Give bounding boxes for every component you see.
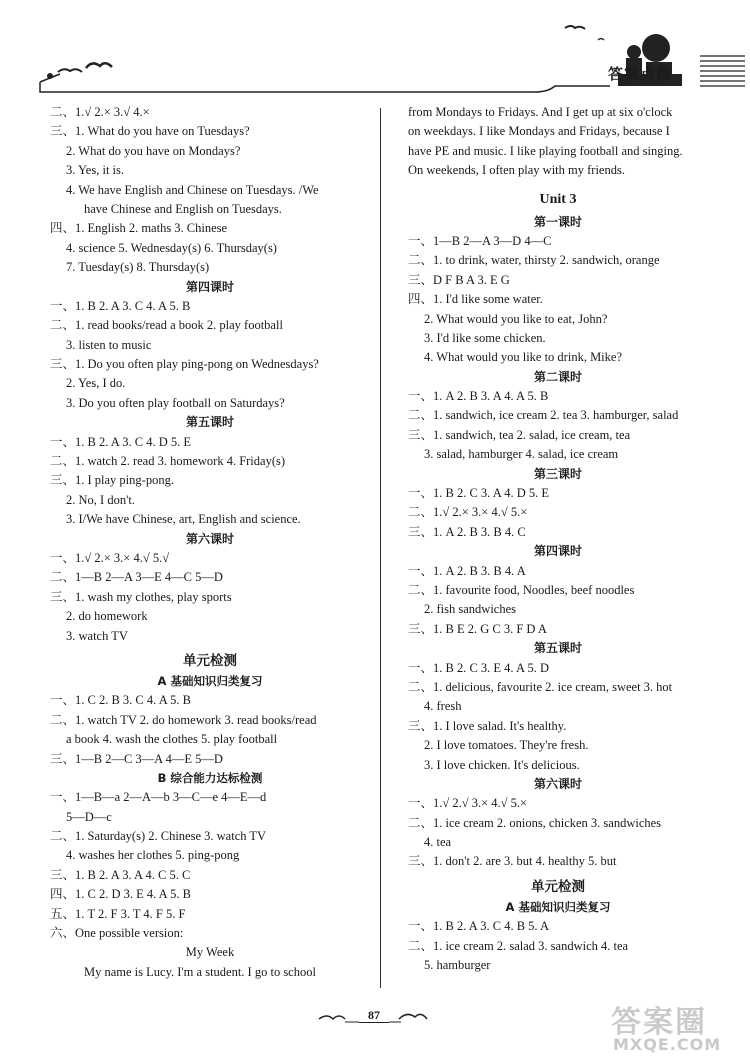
answer-line: 三、1. wash my clothes, play sports xyxy=(50,589,232,604)
watermark-logo-text: 答案圈 xyxy=(611,1005,707,1040)
answer-line: 三、1. Do you often play ping-pong on Wednesdays? xyxy=(50,357,319,372)
answer-line: 2. do homework xyxy=(66,609,148,624)
answer-line: 二、1. watch 2. read 3. homework 4. Friday(s) xyxy=(50,454,286,469)
answer-line: 三、1. I play ping-pong. xyxy=(50,473,174,488)
answer-line: 二、1. Saturday(s) 2. Chinese 3. watch TV xyxy=(50,829,267,844)
section-heading: 第五课时 xyxy=(185,415,234,430)
birds-top-icon xyxy=(565,26,604,40)
section-heading: 第六课时 xyxy=(185,531,234,546)
answer-line: 二、1. sandwich, ice cream 2. tea 3. hamburger, salad xyxy=(408,408,679,423)
answer-line: 2. What do you have on Mondays? xyxy=(66,143,241,158)
answer-line: 4. What would you like to drink, Mike? xyxy=(424,350,623,365)
watermark-url: MXQE.COM xyxy=(613,1035,722,1054)
answer-line: 5—D—c xyxy=(66,809,112,824)
answer-line: 7. Tuesday(s) 8. Thursday(s) xyxy=(66,260,210,275)
answer-line: 4. science 5. Wednesday(s) 6. Thursday(s) xyxy=(66,240,277,255)
section-heading: B 综合能力达标检测 xyxy=(157,770,263,785)
section-heading: 第三课时 xyxy=(533,466,582,481)
header-title: 答案点拨 xyxy=(607,65,672,83)
answer-line: 2. No, I don't. xyxy=(66,492,135,507)
answer-line: 三、1. sandwich, tea 2. salad, ice cream, tea xyxy=(408,427,631,442)
answer-line: 二、1. ice cream 2. salad 3. sandwich 4. tea xyxy=(408,938,629,953)
page-footer xyxy=(315,1005,435,1027)
answer-line: 二、1. delicious, favourite 2. ice cream, sweet 3. hot xyxy=(408,679,673,694)
answer-line: 三、1. don't 2. are 3. but 4. healthy 5. but xyxy=(408,854,617,869)
answer-line: 二、1. read books/read a book 2. play football xyxy=(50,318,283,333)
section-heading: 第一课时 xyxy=(533,214,582,229)
answer-line: from Mondays to Fridays. And I get up at six o'clock xyxy=(408,105,673,119)
answer-line: 3. Do you often play football on Saturdays? xyxy=(66,395,285,410)
answer-line: 三、1. I love salad. It's healthy. xyxy=(408,718,567,733)
answer-line: 5. hamburger xyxy=(424,958,491,973)
answer-line: 一、1. B 2. C 3. A 4. D 5. E xyxy=(408,486,549,501)
section-heading: Unit 3 xyxy=(539,191,577,207)
answer-line: 3. salad, hamburger 4. salad, ice cream xyxy=(424,447,619,462)
answer-line: My Week xyxy=(185,945,235,960)
answer-line: 2. Yes, I do. xyxy=(66,376,126,391)
section-heading: A 基础知识归类复习 xyxy=(505,899,611,914)
answer-line: 一、1. C 2. B 3. C 4. A 5. B xyxy=(50,693,191,708)
answer-line: 四、1. English 2. maths 3. Chinese xyxy=(50,221,228,236)
page-header xyxy=(0,0,750,100)
section-heading: 单元检测 xyxy=(183,652,237,669)
header-decoration xyxy=(0,0,750,100)
answer-line: 三、D F B A 3. E G xyxy=(408,272,510,287)
answer-line: 六、One possible version: xyxy=(50,926,184,941)
answer-line: 一、1. B 2. A 3. C 4. D 5. E xyxy=(50,434,191,449)
answer-line: 4. fresh xyxy=(424,699,462,714)
section-heading: 第四课时 xyxy=(533,544,582,559)
answer-line: 三、1. What do you have on Tuesdays? xyxy=(50,124,250,139)
answer-line: 一、1. B 2. A 3. C 4. A 5. B xyxy=(50,298,191,313)
answer-line: 3. I'd like some chicken. xyxy=(424,330,546,345)
section-heading: 单元检测 xyxy=(531,878,585,895)
section-heading: 第六课时 xyxy=(533,776,582,791)
answer-line: 四、1. C 2. D 3. E 4. A 5. B xyxy=(50,887,191,902)
answer-line: have Chinese and English on Tuesdays. xyxy=(84,201,282,216)
answer-line: 二、1. ice cream 2. onions, chicken 3. sandwiches xyxy=(408,815,662,830)
right-column xyxy=(408,103,708,975)
answer-line: have PE and music. I like playing football and singing. xyxy=(408,143,683,158)
column-divider xyxy=(380,108,381,988)
answer-line: 3. listen to music xyxy=(66,337,152,352)
answer-line: 3. I/We have Chinese, art, English and science. xyxy=(66,512,301,527)
answer-line: 一、1.√ 2.√ 3.× 4.√ 5.× xyxy=(408,796,528,811)
answer-line: 4. tea xyxy=(424,835,452,850)
answer-line: 一、1. B 2. C 3. E 4. A 5. D xyxy=(408,660,549,675)
answer-line: On weekends, I often play with my friends. xyxy=(408,163,625,178)
answer-line: 2. I love tomatoes. They're fresh. xyxy=(424,738,589,753)
answer-line: 一、1—B—a 2—A—b 3—C—e 4—E—d xyxy=(50,790,267,805)
answer-line: 一、1. A 2. B 3. B 4. A xyxy=(408,563,526,578)
birds-left-icon xyxy=(47,63,112,79)
page-number: 87 xyxy=(359,1008,389,1023)
answer-line: 一、1—B 2—A 3—D 4—C xyxy=(408,233,552,248)
answer-line: 二、1.√ 2.× 3.√ 4.× xyxy=(50,105,150,119)
answer-line: 三、1. B 2. A 3. A 4. C 5. C xyxy=(50,867,191,882)
answer-line: 二、1—B 2—A 3—E 4—C 5—D xyxy=(50,570,223,585)
answer-line: 三、1—B 2—C 3—A 4—E 5—D xyxy=(50,751,223,766)
answer-line: 2. fish sandwiches xyxy=(424,602,516,617)
answer-line: 二、1. to drink, water, thirsty 2. sandwich, orange xyxy=(408,253,660,268)
answer-line: 二、1.√ 2.× 3.× 4.√ 5.× xyxy=(408,505,528,520)
answer-line: 4. We have English and Chinese on Tuesdays. /We xyxy=(66,182,319,197)
section-heading: 第二课时 xyxy=(533,369,582,384)
answer-line: 2. What would you like to eat, John? xyxy=(424,311,608,326)
answer-line: 四、1. I'd like some water. xyxy=(408,292,543,307)
answer-line: 3. I love chicken. It's delicious. xyxy=(424,757,580,772)
section-heading: A 基础知识归类复习 xyxy=(157,673,263,688)
answer-line: My name is Lucy. I'm a student. I go to school xyxy=(84,964,316,979)
answer-line: 二、1. favourite food, Noodles, beef noodles xyxy=(408,582,635,597)
answer-line: 3. Yes, it is. xyxy=(66,163,125,178)
answer-line: on weekdays. I like Mondays and Fridays, because I xyxy=(408,124,670,139)
section-heading: 第四课时 xyxy=(185,279,234,294)
header-stripes xyxy=(700,56,745,86)
answer-line: 三、1. A 2. B 3. B 4. C xyxy=(408,524,526,539)
answer-line: a book 4. wash the clothes 5. play football xyxy=(66,732,278,747)
answer-line: 二、1. watch TV 2. do homework 3. read books/read xyxy=(50,712,317,727)
answer-line: 一、1.√ 2.× 3.× 4.√ 5.√ xyxy=(50,550,170,565)
watermark xyxy=(605,995,750,1055)
section-heading: 第五课时 xyxy=(533,641,582,656)
answer-line: 4. washes her clothes 5. ping-pong xyxy=(66,848,240,863)
answer-line: 3. watch TV xyxy=(66,628,128,643)
answer-line: 五、1. T 2. F 3. T 4. F 5. F xyxy=(50,906,186,921)
answer-line: 三、1. B E 2. G C 3. F D A xyxy=(408,621,547,636)
left-column xyxy=(50,103,370,982)
answer-line: 一、1. A 2. B 3. A 4. A 5. B xyxy=(408,389,549,404)
answer-line: 一、1. B 2. A 3. C 4. B 5. A xyxy=(408,919,549,934)
